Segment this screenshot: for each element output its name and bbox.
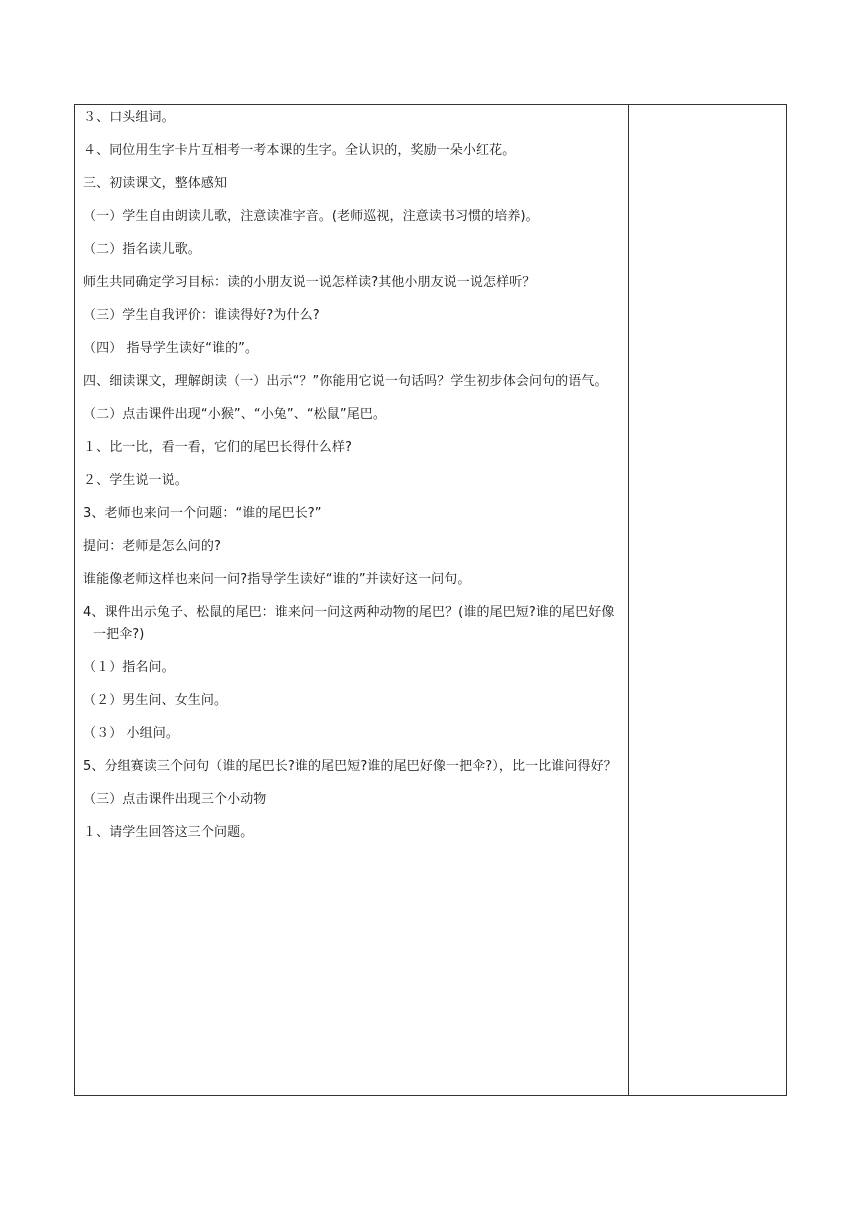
section-heading-close-reading: 四、细读课文，理解朗读（一）出示“？”你能用它说一句话吗？学生初步体会问句的语气。: [83, 374, 608, 389]
paragraph-character-cards: ４、同位用生字卡片互相考一考本课的生字。全认识的，奖励一朵小红花。: [83, 143, 516, 158]
paragraph-rabbit-squirrel-tails: 4、课件出示兔子、松鼠的尾巴：谁来问一问这两种动物的尾巴？(谁的尾巴短?谁的尾巴好像一把伞?): [83, 605, 615, 642]
table-row: [75, 105, 787, 1096]
paragraph-group-contest: 5、分组赛读三个问句（谁的尾巴长?谁的尾巴短?谁的尾巴好像一把伞?），比一比谁问得好？: [83, 759, 617, 774]
paragraph-free-reading: （一）学生自由朗读儿歌，注意读准字音。(老师巡视，注意读书习惯的培养)。: [83, 209, 539, 224]
teaching-process-content: [75, 105, 628, 844]
paragraph-answer-questions: １、请学生回答这三个问题。: [83, 825, 254, 840]
paragraph-self-evaluation: （三）学生自我评价：谁读得好?为什么?: [83, 308, 320, 323]
paragraph-group-ask: （３） 小组问。: [83, 726, 179, 741]
paragraph-students-speak: ２、学生说一说。: [83, 473, 188, 488]
paragraph-teacher-question: 3、老师也来问一个问题：“谁的尾巴长?”: [83, 506, 322, 521]
paragraph-three-animals: （三）点击课件出现三个小动物: [83, 792, 267, 807]
paragraph-named-ask: （１）指名问。: [83, 660, 175, 675]
paragraph-guided-reading: （四） 指导学生读好“谁的”。: [83, 341, 259, 356]
teaching-process-cell: [75, 105, 629, 1096]
paragraph-named-reading: （二）指名读儿歌。: [83, 242, 201, 257]
lesson-plan-table: [74, 104, 787, 1096]
paragraph-how-asked: 提问：老师是怎么问的?: [83, 539, 221, 554]
section-heading-first-reading: 三、初读课文，整体感知: [83, 176, 228, 191]
paragraph-who-can-ask: 谁能像老师这样也来问一问?指导学生读好“谁的”并读好这一问句。: [83, 572, 471, 587]
paragraph-boys-girls-ask: （２）男生问、女生问。: [83, 693, 228, 708]
notes-cell: [629, 105, 787, 1096]
paragraph-courseware-tails: （二）点击课件出现“小猴”、“小兔”、“松鼠”尾巴。: [83, 407, 387, 422]
paragraph-compare-tails: １、比一比，看一看，它们的尾巴长得什么样?: [83, 440, 352, 455]
paragraph-learning-goals: 师生共同确定学习目标：读的小朋友说一说怎样读?其他小朋友说一说怎样听？: [83, 275, 536, 290]
paragraph-oral-word-building: ３、口头组词。: [83, 110, 175, 125]
